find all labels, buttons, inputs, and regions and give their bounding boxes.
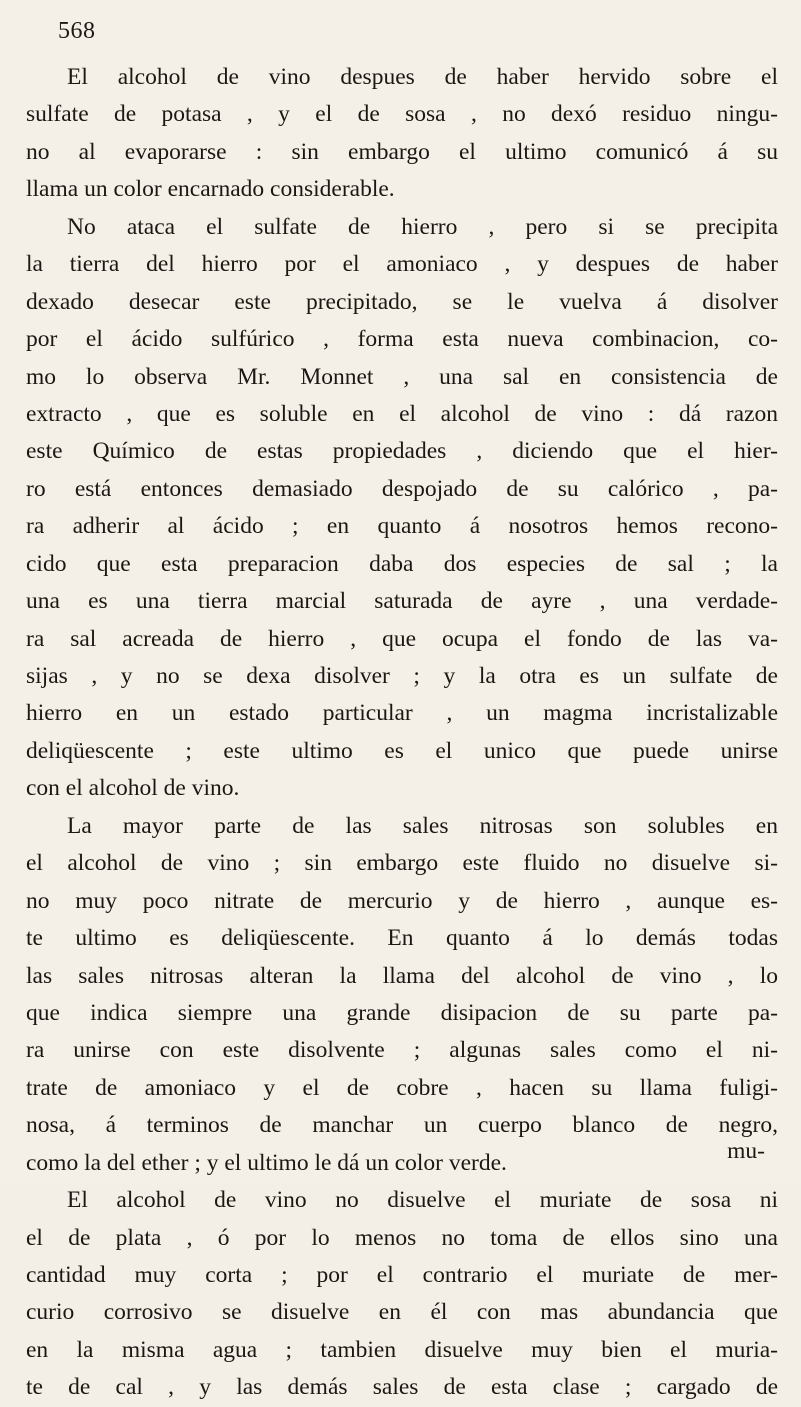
text-line: llama un color encarnado considerable. — [26, 176, 395, 203]
text-line: las sales nitrosas alteran la llama del alcohol de vino , lo — [26, 962, 778, 989]
text-line: No ataca el sulfate de hierro , pero si se precipita — [67, 213, 778, 240]
text-line: curio corrosivo se disuelve en él con mas abundancia que — [26, 1299, 778, 1326]
text-line: que indica siempre una grande disipacion de su parte pa- — [26, 999, 778, 1026]
text-line: en la misma agua ; tambien disuelve muy bien el muria- — [26, 1336, 778, 1363]
text-line: ro está entonces demasiado despojado de su calórico , pa- — [26, 475, 778, 502]
text-line: deliqüescente ; este ultimo es el unico que puede unirse — [26, 737, 778, 764]
text-line: sijas , y no se dexa disolver ; y la otra es un sulfate de — [26, 663, 778, 689]
text-line: nosa, á terminos de manchar un cuerpo blanco de negro, — [26, 1112, 778, 1139]
text-line: mo lo observa Mr. Monnet , una sal en consistencia de — [26, 363, 778, 390]
text-line: ra sal acreada de hierro , que ocupa el fondo de las va- — [26, 625, 778, 652]
page-number: 568 — [58, 18, 96, 44]
text-line: este Químico de estas propiedades , diciendo que el hier- — [26, 438, 778, 465]
text-line: La mayor parte de las sales nitrosas son solubles en — [67, 812, 778, 839]
text-line: dexado desecar este precipitado, se le vuelva á disolver — [26, 288, 778, 315]
text-line: extracto , que es soluble en el alcohol de vino : dá razon — [26, 400, 778, 427]
text-line: por el ácido sulfúrico , forma esta nueva combinacion, co- — [26, 326, 778, 353]
text-line: no al evaporarse : sin embargo el ultimo comunicó á su — [26, 138, 778, 165]
text-line: el alcohol de vino ; sin embargo este fluido no disuelve si- — [26, 850, 778, 877]
text-line: la tierra del hierro por el amoniaco , y despues de haber — [26, 251, 778, 278]
text-line: ra unirse con este disolvente ; algunas sales como el ni- — [26, 1037, 778, 1064]
text-line: te de cal , y las demás sales de esta clase ; cargado de — [26, 1374, 778, 1401]
text-line: no muy poco nitrate de mercurio y de hierro , aunque es- — [26, 887, 778, 914]
text-line: te ultimo es deliqüescente. En quanto á lo demás todas — [26, 925, 778, 952]
text-line: el de plata , ó por lo menos no toma de ellos sino una — [26, 1224, 778, 1251]
body-text — [26, 59, 778, 1407]
text-line: con el alcohol de vino. — [26, 775, 240, 802]
text-line: cido que esta preparacion daba dos especies de sal ; la — [26, 550, 778, 577]
text-line: ra adherir al ácido ; en quanto á nosotros hemos recono- — [26, 513, 778, 540]
text-line: hierro en un estado particular , un magma incristalizable — [26, 700, 778, 727]
text-line: sulfate de potasa , y el de sosa , no dexó residuo ningu- — [26, 101, 778, 128]
text-line: trate de amoniaco y el de cobre , hacen su llama fuligi- — [26, 1074, 778, 1101]
text-line: cantidad muy corta ; por el contrario el muriate de mer- — [26, 1262, 778, 1288]
text-line: como la del ether ; y el ultimo le dá un color verde. — [26, 1149, 507, 1176]
text-line: El alcohol de vino no disuelve el muriate de sosa ni — [67, 1187, 778, 1214]
catchword: mu- — [727, 1138, 765, 1164]
text-line: una es una tierra marcial saturada de ayre , una verdade- — [26, 588, 778, 615]
text-line: El alcohol de vino despues de haber hervido sobre el — [67, 64, 778, 90]
